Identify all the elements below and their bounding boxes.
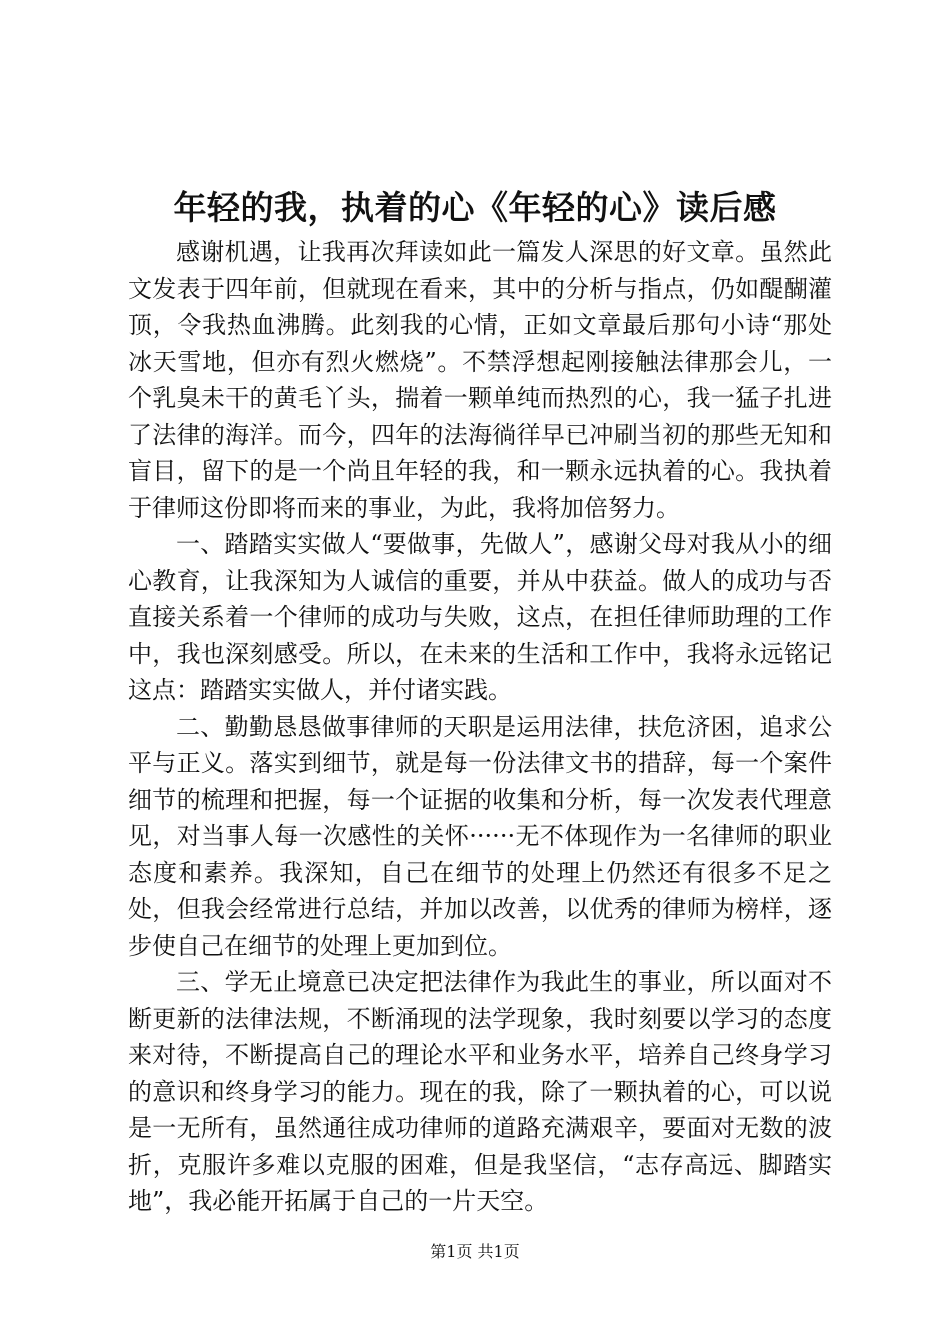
paragraph-point-three: 三、学无止境意已决定把法律作为我此生的事业，所以面对不断更新的法律法规，不断涌现的法学现象，我时刻要以学习的态度来对待，不断提高自己的理论水平和业务水平，培养自己终身学习的意识和终身学习的能力。现在的我，除了一颗执着的心，可以说是一无所有，虽然通往成功律师的道路充满艰辛，要面对无数的波折，克服许多难以克服的困难，但是我坚信，“志存高远、脚踏实地”，我必能开拓属于自己的一片天空。 (128, 968, 832, 1215)
paragraph-intro: 感谢机遇，让我再次拜读如此一篇发人深思的好文章。虽然此文发表于四年前，但就现在看来，其中的分析与指点，仍如醍醐灌顶，令我热血沸腾。此刻我的心情，正如文章最后那句小诗“那处冰天雪地，但亦有烈火燃烧”。不禁浮想起刚接触法律那会儿，一个乳臭未干的黄毛丫头，揣着一颗单纯而热烈的心，我一猛子扎进了法律的海洋。而今，四年的法海徜徉早已冲刷当初的那些无知和盲目，留下的是一个尚且年轻的我，和一颗永远执着的心。我执着于律师这份即将而来的事业，为此，我将加倍努力。 (128, 238, 832, 522)
paragraph-point-two: 二、勤勤恳恳做事律师的天职是运用法律，扶危济困，追求公平与正义。落实到细节，就是每一份法律文书的措辞，每一个案件细节的梳理和把握，每一个证据的收集和分析，每一次发表代理意见，对当事人每一次感性的关怀······无不体现作为一名律师的职业态度和素养。我深知，自己在细节的处理上仍然还有很多不足之处，但我会经常进行总结，并加以改善，以优秀的律师为榜样，逐步使自己在细节的处理上更加到位。 (128, 712, 832, 960)
paragraph-point-one: 一、踏踏实实做人“要做事，先做人”，感谢父母对我从小的细心教育，让我深知为人诚信的重要，并从中获益。做人的成功与否直接关系着一个律师的成功与失败，这点，在担任律师助理的工作中，我也深刻感受。所以，在未来的生活和工作中，我将永远铭记这点：踏踏实实做人，并付诸实践。 (128, 530, 832, 704)
document-body (128, 234, 832, 1220)
document-title: 年轻的我，执着的心《年轻的心》读后感 (173, 188, 777, 227)
page-footer: 第1页 共1页 (430, 1242, 520, 1261)
